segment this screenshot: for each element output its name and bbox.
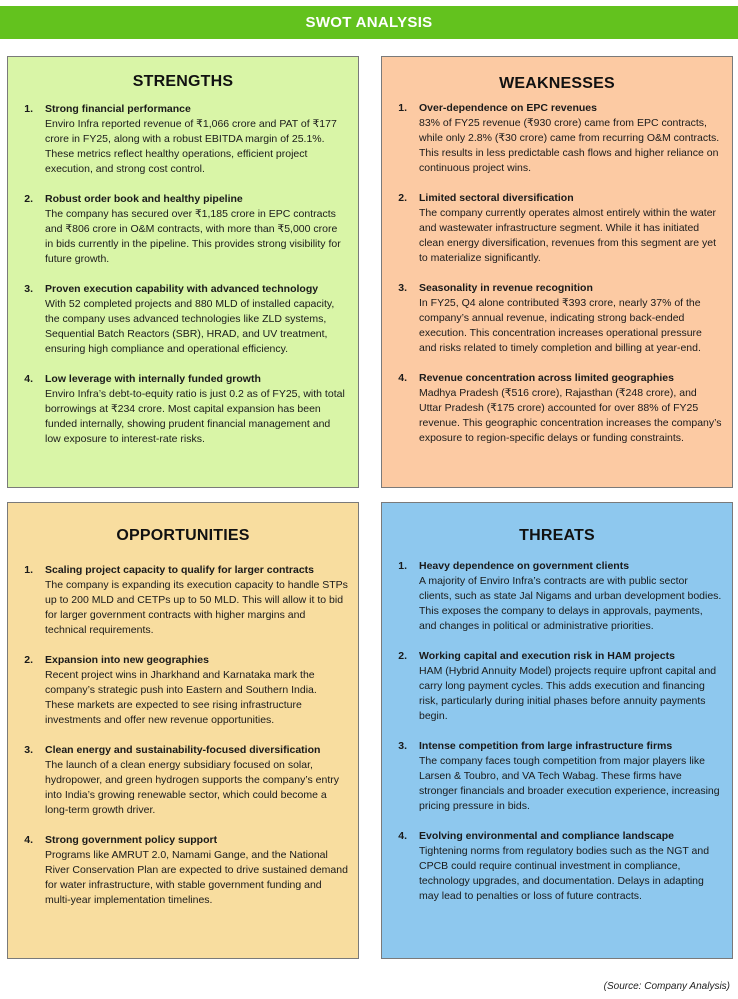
strength-item <box>8 372 358 447</box>
item-number: 1. <box>24 564 33 576</box>
item-number: 2. <box>24 654 33 666</box>
item-number: 2. <box>398 650 407 662</box>
threat-item <box>382 559 732 634</box>
source-note: (Source: Company Analysis) <box>603 981 730 992</box>
item-text: The company faces tough competition from major players like Larsen & Toubro, and VA Tech Wabag. These firms have stronger financials and broader execution experience, increasing pricing pressure in bids. <box>419 755 720 812</box>
item-number: 3. <box>398 282 407 294</box>
item-text: The launch of a clean energy subsidiary focused on solar, hydropower, and green hydrogen supports the company’s entry into India’s growing renewable sector, which could become a long-term growth driver. <box>45 759 339 816</box>
threat-item <box>382 829 732 904</box>
opportunity-item <box>8 653 358 728</box>
item-number: 4. <box>398 830 407 842</box>
opportunities-quadrant <box>7 502 359 959</box>
item-title: Expansion into new geographies <box>45 654 209 666</box>
weakness-item <box>382 191 732 266</box>
item-text: 83% of FY25 revenue (₹930 crore) came from EPC contracts, while only 2.8% (₹30 crore) came from recurring O&M contracts. This results in less predictable cash flows and higher reliance on continuous project wins. <box>419 117 720 174</box>
item-title: Strong government policy support <box>45 834 218 846</box>
weakness-item <box>382 101 732 176</box>
item-title: Heavy dependence on government clients <box>419 560 630 572</box>
item-title: Seasonality in revenue recognition <box>419 282 593 294</box>
item-title: Limited sectoral diversification <box>419 192 574 204</box>
item-title: Strong financial performance <box>45 103 191 115</box>
item-number: 4. <box>24 373 33 385</box>
item-number: 4. <box>398 372 407 384</box>
item-text: Programs like AMRUT 2.0, Namami Gange, and the National River Conservation Plan are expected to drive sustained demand for water infrastructure, with stable government funding and multi-year implementation timelines. <box>45 849 348 906</box>
item-text: In FY25, Q4 alone contributed ₹393 crore, nearly 37% of the company’s annual revenue, indicating strong back-ended execution. This concentration increases operational pressure and risks related to timely completion and billing at year-end. <box>419 297 702 354</box>
item-number: 2. <box>24 193 33 205</box>
item-text: The company is expanding its execution capacity to handle STPs up to 200 MLD and CETPs up to 50 MLD. This will allow it to bid for larger government contracts with higher margins and technical requirements. <box>45 579 348 636</box>
item-number: 2. <box>398 192 407 204</box>
strengths-title: STRENGTHS <box>132 73 234 90</box>
weaknesses-quadrant <box>381 56 733 488</box>
threats-quadrant <box>381 502 733 959</box>
item-title: Clean energy and sustainability-focused diversification <box>45 744 321 756</box>
item-text: The company currently operates almost entirely within the water and wastewater infrastructure segment. While it has initiated clean energy diversification, revenues from this segment are yet to materialize significantly. <box>419 207 717 264</box>
swot-banner: SWOT ANALYSIS <box>0 6 738 39</box>
threats-title: THREATS <box>519 527 595 544</box>
weakness-item <box>382 281 732 356</box>
item-number: 4. <box>24 834 33 846</box>
opportunity-item <box>8 743 358 818</box>
opportunities-title: OPPORTUNITIES <box>116 527 250 544</box>
item-title: Robust order book and healthy pipeline <box>45 193 243 205</box>
item-title: Proven execution capability with advanced technology <box>45 283 319 295</box>
item-text: The company has secured over ₹1,185 crore in EPC contracts and ₹806 crore in O&M contracts, with more than ₹5,000 crore in bids currently in the pipeline. This provides strong visibility for future growth. <box>45 208 341 265</box>
item-title: Evolving environmental and compliance landscape <box>419 830 674 842</box>
threat-item <box>382 649 732 724</box>
item-number: 1. <box>398 560 407 572</box>
item-number: 1. <box>398 102 407 114</box>
weaknesses-title: WEAKNESSES <box>499 75 615 92</box>
strength-item <box>8 282 358 357</box>
item-text: HAM (Hybrid Annuity Model) projects require upfront capital and carry long payment cycles. This adds execution and financing risk, particularly during initial phases before annuity payments begin. <box>419 665 717 722</box>
item-title: Low leverage with internally funded growth <box>45 373 261 385</box>
item-text: Tightening norms from regulatory bodies such as the NGT and CPCB could require continual investment in compliance, technology upgrades, and documentation. Delays in adapting may lead to penalties or loss of future contracts. <box>419 845 710 902</box>
item-title: Over-dependence on EPC revenues <box>419 102 597 114</box>
item-text: Recent project wins in Jharkhand and Karnataka mark the company’s strategic push into Eastern and Southern India. These markets are expected to see rising infrastructure investments and offer new revenue opportunities. <box>45 669 317 726</box>
strengths-quadrant <box>7 56 359 488</box>
threat-item <box>382 739 732 814</box>
opportunity-item <box>8 833 358 908</box>
item-title: Intense competition from large infrastructure firms <box>419 740 673 752</box>
item-number: 3. <box>24 744 33 756</box>
item-number: 3. <box>398 740 407 752</box>
item-text: Enviro Infra reported revenue of ₹1,066 crore and PAT of ₹177 crore in FY25, along with a robust EBITDA margin of 25.1%. These metrics reflect healthy operations, efficient project execution, and strong cost control. <box>45 118 337 175</box>
item-text: Enviro Infra’s debt-to-equity ratio is just 0.2 as of FY25, with total borrowings at ₹234 crore. Most capital expansion has been funded internally, showing prudent financial management and low exposure to interest-rate risks. <box>45 388 345 445</box>
item-text: With 52 completed projects and 880 MLD of installed capacity, the company uses advanced technologies like ZLD systems, Sequential Batch Reactors (SBR), HRAD, and UV treatment, ensuring high compliance and operational efficiency. <box>45 298 335 355</box>
item-number: 3. <box>24 283 33 295</box>
strength-item <box>8 102 358 177</box>
item-text: Madhya Pradesh (₹516 crore), Rajasthan (₹248 crore), and Uttar Pradesh (₹175 crore) accounted for over 88% of FY25 revenue. This geographic concentration increases the company’s exposure to region-specific delays or funding constraints. <box>419 387 722 444</box>
weakness-item <box>382 371 732 446</box>
item-title: Working capital and execution risk in HAM projects <box>419 650 675 662</box>
item-title: Scaling project capacity to qualify for larger contracts <box>45 564 314 576</box>
item-text: A majority of Enviro Infra’s contracts are with public sector clients, such as state Jal Nigams and urban development bodies. This exposes the company to delays in approvals, payments, and changes in political or administrative priorities. <box>419 575 722 632</box>
opportunity-item <box>8 563 358 638</box>
item-number: 1. <box>24 103 33 115</box>
strength-item <box>8 192 358 267</box>
item-title: Revenue concentration across limited geographies <box>419 372 674 384</box>
